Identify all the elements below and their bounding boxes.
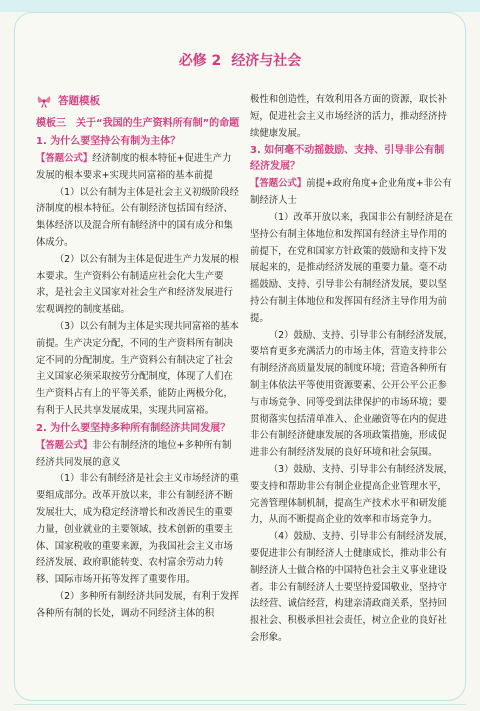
- bottom-rule: [14, 704, 466, 705]
- formula-1: [36, 151, 240, 185]
- question-1: 1. 为什么要坚持公有制为主体？: [36, 136, 181, 147]
- formula-tag: 【答题公式】: [250, 178, 307, 190]
- formula-text: 前提+政府角度+企业角度+非公有制经济人士: [250, 178, 452, 207]
- answer-paragraph: （2）鼓励、支持、引导非公有制经济发展，要培育更多充满活力的市场主体，营造支持非公有制经济高质量发展的制度环境；营造各种所有制主体依法平等使用资源要素、公开公平公正参与市场竞争、同等受到法律保护的市场环境；要贯彻落实包括清单准入、企业融资等在内的促进非公有制经济健康发展的各项政策措施，形成促进非公有制经济发展的良好环境和社会氛围。: [250, 329, 453, 459]
- page-header: [0, 50, 480, 70]
- module-label: 必修 2: [178, 53, 222, 69]
- left-column: [36, 92, 240, 623]
- formula-3: [250, 176, 454, 210]
- ribbon-bow-icon: [36, 93, 52, 109]
- question-3: 3. 如何毫不动摇鼓励、支持、引导非公有制经济发展？: [250, 145, 445, 173]
- answer-paragraph: （1）改革开放以来，我国非公有制经济是在坚持公有制主体地位和发挥国有经济主导作用的前提下，在党和国家方针政策的鼓励和支持下发展起来的，是推动经济发展的重要力量。毫不动摇鼓励、支持、引导非公有制经济发展，要以坚持公有制主体地位和发挥国有经济主导作用为前提。: [250, 211, 453, 324]
- top-color-band: [0, 0, 480, 12]
- formula-text: 非公有制经济的地位+多种所有制经济共同发展的意义: [36, 439, 232, 468]
- answer-paragraph: （2）以公有制为主体是促进生产力发展的根本要求。生产资料公有制适应社会化大生产要求，是社会主义国家对社会生产和经济发展进行宏观调控的制度基础。: [36, 253, 239, 316]
- right-column: [250, 92, 454, 647]
- formula-text: 经济制度的根本特征+促进生产力发展的根本要求+实现共同富裕的基本前提: [36, 153, 232, 181]
- answer-paragraph: （3）鼓励、支持、引导非公有制经济发展，要支持和帮助非公有制企业提高企业管理水平，完善管理体制机制，提高生产技术水平和研发能力，从而不断提高企业的效率和市场竞争力。: [250, 463, 453, 526]
- answer-paragraph: （1）非公有制经济是社会主义市场经济的重要组成部分。改革开放以来，非公有制经济不断发展壮大，成为稳定经济增长和改善民生的重要力量，创业就业的主要领域、技术创新的重要主体、国家税收的重要来源，为我国社会主义市场经济发展、政府职能转变、农村富余劳动力转移、国际市场开拓等发挥了重要作用。: [36, 473, 239, 586]
- question-2: 2. 为什么要坚持多种所有制经济共同发展？: [36, 422, 231, 434]
- answer-paragraph: （1）以公有制为主体是社会主义初级阶段经济制度的根本特征。公有制经济包括国有经济、集体经济以及混合所有制经济中的国有成分和集体成分。: [36, 186, 239, 248]
- continued-paragraph: 极性和创造性，有效利用各方面的资源，取长补短，促进社会主义市场经济的活力，推动经济持续健康发展。: [250, 94, 447, 139]
- formula-tag: 【答题公式】: [36, 439, 93, 451]
- answer-paragraph: （4）鼓励、支持、引导非公有制经济发展，要促进非公有制经济人士健康成长，推动非公有制经济人士做合格的中国特色社会主义事业建设者。非公有制经济人士要坚持爱国敬业，坚持守法经营、诚信经营，构建亲清政商关系，坚持回报社会、积极承担社会责任，树立企业的良好社会形象。: [250, 531, 453, 643]
- formula-2: [36, 438, 240, 472]
- module-title: 经济与社会: [231, 53, 302, 69]
- answer-paragraph: （2）多种所有制经济共同发展，有利于发挥各种所有制的长处，调动不同经济主体的积: [36, 590, 239, 619]
- formula-tag: 【答题公式】: [36, 153, 93, 164]
- template-title: 模板三 关于“我国的生产资料所有制”的命题: [36, 118, 240, 129]
- answer-paragraph: （3）以公有制为主体是实现共同富裕的基本前提。生产决定分配，不同的生产资料所有制决定不同的分配制度。生产资料公有制决定了社会主义国家必须采取按劳分配制度，体现了人们在生产资料占有上的平等关系，能防止两极分化，有利于人民共享发展成果，实现共同富裕。: [36, 320, 239, 416]
- section-ribbon: [36, 92, 240, 110]
- section-label: 答题模板: [58, 94, 100, 107]
